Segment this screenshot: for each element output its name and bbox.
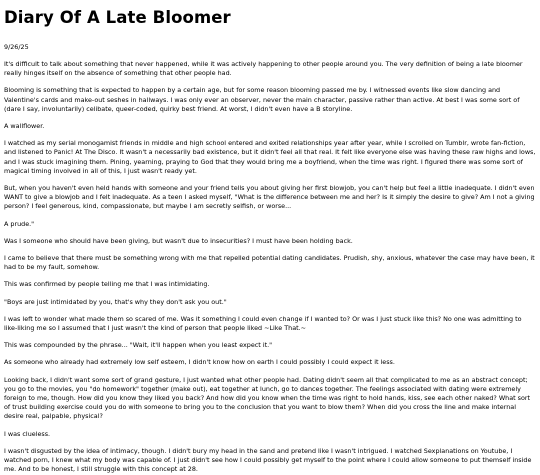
- document-title: Diary Of A Late Bloomer: [4, 8, 231, 27]
- body-paragraph-3: A wallflower.: [4, 122, 45, 131]
- body-paragraph-11: I was left to wonder what made them so scared of me. Was it something I could even change if I wanted to? Or was I just stuck like this? No one was admitting to like-liking me so I assumed that I just wasn't the kind of person that people liked ~Like That.~: [4, 314, 522, 333]
- body-paragraph-7: Was I someone who should have been giving, but wasn't due to insecurities? I must have been holding back.: [4, 236, 353, 245]
- body-paragraph-4: I watched as my serial monogamist friends in middle and high school entered and exited relationships year after year, while I scrolled on Tumblr, wrote fan-fiction, and listened to Panic! At The Disco. It wasn't a necessarily bad existence, but it didn't feel all that real. It felt like everyone else was having these raw highs and lows, and I was stuck imagining them. Pining, yearning, praying to God that they would bring me a boyfriend, when the time was right. I figured there was some sort of magical timing involved in all of this, I just wasn't ready yet.: [4, 139, 536, 175]
- body-paragraph-12: This was compounded by the phrase... "Wait, it'll happen when you least expect it.": [4, 341, 273, 350]
- body-paragraph-15: I was clueless.: [4, 429, 51, 438]
- body-paragraph-9: This was confirmed by people telling me that I was intimidating.: [4, 280, 210, 289]
- body-paragraph-13: As someone who already had extremely low self esteem, I didn't know how on earth I could possibly I could expect it less.: [4, 358, 395, 367]
- body-paragraph-10: "Boys are just intimidated by you, that's why they don't ask you out.": [4, 297, 227, 306]
- entry-date: 9/26/25: [4, 43, 29, 51]
- body-paragraph-14: Looking back, I didn't want some sort of grand gesture, I just wanted what other people had. Dating didn't seem all that complicated to me as an abstract concept; you go to the movies, you "do homework" together (make out), eat together at lunch, go to dances together. The feelings associated with dating were extremely foreign to me, though. How did you know they liked you back? And how did you know when the time was right to hold hands, kiss, see each other naked? What sort of trust building exercise could you do with someone to bring you to the conclusion that you want to blow them? When did you cross the line and make internal desire real, palpable, physical?: [4, 375, 531, 421]
- body-paragraph-16: I wasn't disgusted by the idea of intimacy, though. I didn't bury my head in the sand and pretend like I wasn't intrigued. I watched Sexplanations on Youtube, I watched porn, I knew what my body was capable of. I just didn't see how I could possibly get myself to the point where I could allow someone to put themself inside me. And to be honest, I still struggle with this concept at 28.: [4, 446, 532, 474]
- body-paragraph-6: A prude.": [4, 219, 35, 228]
- body-paragraph-1: It's difficult to talk about something that never happened, while it was actively happening to other people around you. The very definition of being a late bloomer really hinges itself on the absence of something that other people had.: [4, 60, 523, 78]
- document-body: [4, 60, 536, 475]
- body-paragraph-8: I came to believe that there must be something wrong with me that repelled potential dating candidates. Prudish, shy, anxious, whatever the case may have been, it had to be my fault, somehow.: [4, 254, 535, 272]
- body-paragraph-2: Blooming is something that is expected to happen by a certain age, but for some reason blooming passed me by. I witnessed events like slow dancing and Valentine's cards and make-out seshes in hallways. I was only ever an observer, never the main character, passive rather than active. At best I was some sort of (dare I say, involuntarily) celibate, queer-coded, quirky best friend. At worst, I didn't even have a B storyline.: [4, 86, 520, 113]
- body-paragraph-5: But, when you haven't even held hands with someone and your friend tells you about giving her first blowjob, you can't help but feel a little inadequate. I didn't even WANT to give a blowjob and I felt inadequate. As a teen I asked myself, "What is the difference between me and her? Is it simply the desire to give? Am I not a giving person? I feel generous, kind, compassionate, but maybe I am secretly selfish, or worse...: [4, 184, 535, 211]
